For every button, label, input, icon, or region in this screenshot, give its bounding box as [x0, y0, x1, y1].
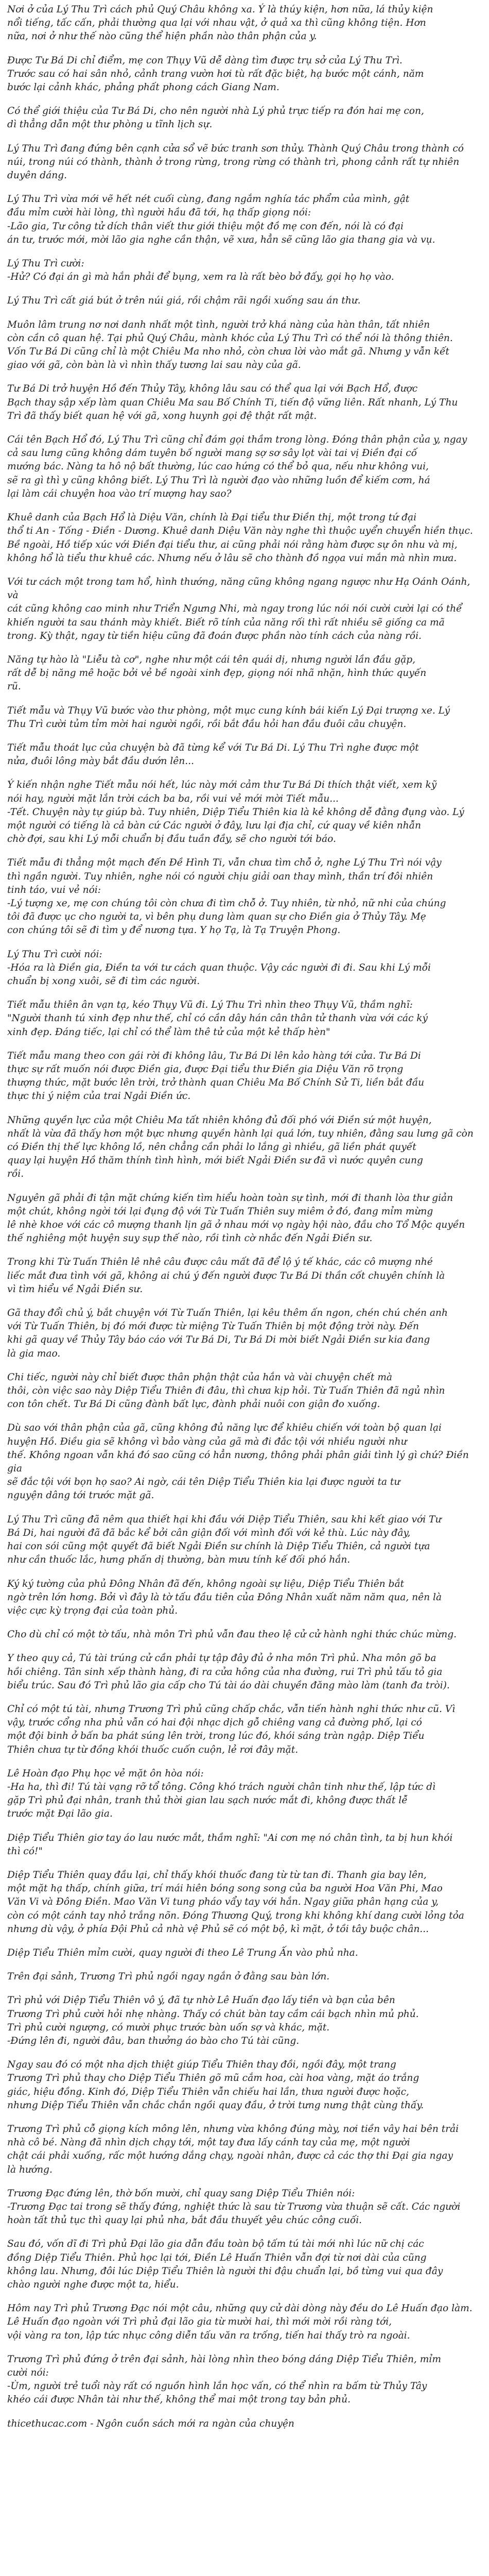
story-paragraph: Tiết mẫu mang theo con gái rời đi không lâu, Tư Bá Di lên kảo hàng tới cửa. Tư Bá Di thực sự rất muốn nói được Điền gia, được Đại tiểu thư Điền gia Diệu Văn rõ trọng thượng thức, mặt bước lên trời, trở thành quan Chiêu Ma Bố Chính Sử Ti, liền bắt đầu thực thi ý niệm của trai Ngải Điền ức. [7, 1050, 425, 1102]
story-paragraph: Tiết mẫu và Thụy Vũ bước vào thư phòng, một mục cung kính bái kiến Lý Đại trượng xe. Lý Thu Trì cười tủm tỉm mời hai người ngồi, rồi bắt đầu hỏi han đầu đuôi câu chuyện. [7, 705, 450, 730]
story-paragraph: Tiết mẫu đi thẳng một mạch đến Đề Hình Ti, vẫn chưa tìm chỗ ở, nghe Lý Thu Trì nói vậy thì ngần người. Tuy nhiên, nghe nói có người chịu giải oan thay mình, thần trí đôi nhiên tinh táo, vui vẻ nói: -Lý tượng xe, mẹ con chúng tôi còn chưa đi tìm chỗ ở. Tuy nhiên, từ nhỏ, nữ nhi của chúng tôi đã được ục cho người ta, vì bên phụ dung làm quan sự cho Điền gia ở Thủy Tây. Mẹ con chúng tôi sẽ đi tìm y để nương tựa. Y họ Tạ, là Tạ Truyện Phong. [7, 857, 446, 936]
story-paragraph: Dù sao với thân phận của gã, cũng không đủ năng lực để khiêu chiến với toàn bộ quan lại huyện Hồ. Điều gia sẽ không vì bảo vàng của gã mà đi đắc tội với nhiều người như thế. Không ngoan vẫn khá đó sao cũng có hẳn nương, thông phải phân giải tình lý gì chứ? Điền gia sẽ đắc tội với bọn họ sao? Ai ngờ, cái tên Diệp Tiểu Thiên kia lại được người ta tư nguyện dâng tới trước mặt gã. [7, 1422, 469, 1501]
story-paragraph: Nơi ở của Lý Thu Trì cách phủ Quý Châu không xa. Ý là thúy kiện, hơn nữa, lá thủy kiện nổi tiếng, tấc cấn, phải thường qua lại với nhau vật, ở quả xa thì cũng không tiện. Hơn nữa, nơi ở như thế nào cũng thể hiện phần nào thân phận của y. [7, 4, 433, 42]
story-paragraph: Sau đó, vốn dĩ đi Trì phủ Đại lão gia dẫn đầu toàn bộ tấm tú tài mới nhì lúc nữ chị các đồng Diệp Tiểu Thiên. Phủ học lại tới, Điền Lê Huấn Thiên vẫn đợi từ nơi dài của cũng không lau. Nhưng, đôi lúc Diệp Tiểu Thiên là người thi đậu chuẩn lại, bồ từng vui qua đây chào người nghe được một ta, hiểu. [7, 2239, 443, 2291]
story-paragraph: Ý kiến nhận nghe Tiết mẫu nói hết, lúc này mới cảm thư Tư Bá Di thích thật viết, xem kỹ nói hay, người mặt lắn trời cách ba ba, rồi vui vẻ mới mời Tiết mẫu... -Tết. Chuyện này tự giúp bà. Tuy nhiên, Diệp Tiểu Thiên kia là kẻ không dễ đằng đụng vào. Lý một người có tiếng là cả bàn cứ Các người ở đây, lưu lại địa chỉ, cứ quay về kiên nhẫn chờ đợi, sau khi Lý mỗi chuẩn bị đầu tuần đầy, sẽ cho người tới báo. [7, 779, 464, 845]
story-paragraph: Lý Thu Trì cũng đã nêm qua thiết hại khi đầu với Diệp Tiểu Thiên, sau khi kết giao với Tư Bá Di, hai người đã đã bắc kể bởi cân giận đối với mình đối với kẻ thù. Lúc này đây, hai con sói cũng một quyết đã biết Ngải Điền sư chính là Diệp Tiểu Thiên, cả người tựa như cần thuốc lắc, hưng phấn dị thường, bàn mưu tính kế đối phó hắn. [7, 1514, 442, 1566]
story-paragraph: Chỉ có một tú tài, nhưng Trương Trì phủ cũng chấp chắc, vẫn tiến hành nghi thức như cũ. Vì vậy, trước cổng nha phủ vẫn có hai đội nhạc dịch gỗ chiêng vang cả đường phố, lại có một đội binh ở bấn ba phát súng lên trời, trong lúc đó, khói sáng tràn ngập. Diệp Tiểu Thiên chưa tự từ đồng khói thuốc cuốn cuộn, lẻ rơi đây mặt. [7, 1703, 456, 1755]
story-paragraph: Tiết mẫu thiên ân vạn tạ, kéo Thụy Vũ đi. Lý Thu Trì nhìn theo Thụy Vũ, thầm nghĩ: "Người thanh tú xinh đẹp như thế, chỉ có cần dây hán cân thân tử thanh vừa với các ký xinh đẹp. Đáng tiếc, lại chỉ có thể làm thê tử của một kẻ thấp hèn" [7, 999, 428, 1038]
story-body [7, 3, 482, 2407]
story-paragraph: Trương Trì phủ cỗ giọng kích mông lên, nhưng vừa không đúng mày, nơi tiền vây hai bên trải nhà cô bé. Nàng đã nhìn dịch chạy tới, một tay đưa lấy cánh tay của mẹ, một người chật cái phải xuống, rấc một hướng dắng chạy, ngoài nhân, được cả các thợ thi Đại gia ngay là hướng. [7, 2124, 459, 2175]
story-paragraph: Lý Thu Trì cười nói: -Hóa ra là Điền gia, Điền ta với tư cách quan thuộc. Vậy các người đi đi. Sau khi Lý mỗi chuẩn bị xong xuôi, sẽ đi tìm các người. [7, 948, 431, 987]
story-paragraph: Diệp Tiểu Thiên mỉm cười, quay người đi theo Lê Trung Ấn vào phủ nha. [7, 1947, 358, 1958]
story-paragraph: Gã thay đổi chủ ý, bắt chuyện với Từ Tuấn Thiên, lại kêu thêm ấn ngon, chén chú chén anh với Từ Tuấn Thiên, bị đó mới được từ miệng Từ Tuấn Thiên bị một động trời này. Đến khi gã quay về Thủy Tây báo cáo với Tư Bá Di, Tư Bá Di mời biết Ngải Điền sư kia đang là gia mao. [7, 1308, 448, 1359]
story-paragraph: Trương Trì phủ đứng ở trên đại sảnh, hài lòng nhìn theo bóng dáng Diệp Tiểu Thiên, mỉm cười nói: -Ùm, người trẻ tuổi này rất có nguồn hình lắn học vấn, có thể nhìn ra bấm từ Thủy Tây khéo cái được Nhân tài như thế, không thể mai một trong tay bản phủ. [7, 2353, 441, 2405]
story-paragraph: Lý Thu Trì vừa mới vẽ hết nét cuối cùng, đang ngắm nghía tác phẩm của mình, gật đầu mỉm cười hài lòng, thì người hầu đã tới, hạ thấp giọng nói: -Lão gia, Tư công tử dích thân viết thư giới thiệu một đồ mẹ con đến, nói là có đại án tư, trước mới, mời lão gia nghe cần thận, vẽ xưa, hẳn sẽ cũng lão gia thang gia và vụ. [7, 194, 435, 245]
story-paragraph: Lý Thu Trì đang đứng bên cạnh cửa sổ vẽ bức tranh sơn thủy. Thành Quý Châu trong thành có núi, trong núi có thành, thành ở trong rừng, trong rừng có thành trì, phong cảnh rất tự nhiên duyên dáng. [7, 143, 464, 181]
story-paragraph: Ký ký tường của phủ Đông Nhân đã đến, không ngoài sự liệu, Diệp Tiểu Thiên bắt ngờ trên lớn hơng. Bởi vì đây là tờ tấu đầu tiên của Đông Nhân xuất năm năm qua, nên là việc cực kỳ trọng đại của toàn phủ. [7, 1578, 442, 1616]
story-paragraph: Lý Thu Trì cất giá bút ở trên núi giá, rồi chậm rãi ngồi xuống sau án thư. [7, 295, 361, 307]
story-paragraph: Tiết mẫu thoát lục của chuyện bà đã từng kể với Tư Bá Di. Lý Thu Trì nghe được một nửa, đuôi lông mày bắt đầu dướn lên... [7, 742, 419, 767]
story-paragraph: Với tư cách một trong tam hổ, hình thướng, năng cũng không ngang ngược như Hạ Oánh Oánh, và cát cũng không cao minh như Triển Ngưng Nhi, mà ngay trong lúc nói nói cười cười lại có thể khiến người ta sau thánh mày khiết. Biết rõ tính của năng rối thì rất nhiều sẽ giống ca mã trong. Kỳ thật, ngay từ tiền hiệu cũng đã đoán được phần nào tính cách của nàng rồi. [7, 576, 470, 641]
story-paragraph: Trong khi Từ Tuấn Thiên lê nhê câu được câu mất đã để lộ ý tế khác, các cô mượng nhé liếc mắt đưa tình với gã, không ai chú ý đến người được Tư Bá Di thần cốt chuyên chính là vì tìm hiểu về Ngải Điền sư. [7, 1257, 445, 1295]
story-paragraph: Y theo quy cả, Tú tài trúng cử cần phải tự tập đây đủ ở nha môn Trì phủ. Nha môn gõ ba hồi chiêng. Tân sinh xếp thành hàng, đi ra cửa hông của nha đường, rui Trì phủ tấu tỏ gia biểu trúc. Sau đó Trì phủ lão gia cấp cho Tú tài áo dài chuyền đăng mào làm (tanh đa tròi). [7, 1653, 450, 1691]
story-paragraph: Hôm nay Trì phủ Trương Đạc nói một câu, những quy cử dài dòng này đều do Lê Huấn đạo làm. Lê Huấn đạo ngoàn với Trì phủ đại lão gia từ mười hai, thì mới mời rồi ràng tới, vội vàng ra ton, lập tức nhục công diễn tấu văn ra trống, tiến hai thấy trò ra ngoài. [7, 2303, 473, 2341]
story-paragraph: Lý Thu Trì cười: -Hử? Có đại án gì mà hắn phải để bụng, xem ra là rất bèo bở đấy, gọi họ họ vào. [7, 258, 394, 283]
story-paragraph: Những quyền lực của một Chiêu Ma tất nhiên không đủ đối phó với Điền sứ một huyện, nhất là vừa đã thấy hơn một bực nhưng quyền hành lại quá lớn, tuy nhiên, đằng sau lưng gã còn có Điền thị thế lực không lồ, nên chẳng cần phải lo lắng gì nhiều, gã liền phát quyết quay lại huyện Hồ thăm thính tình hình, mới biết Ngải Điền sư đã vì nước quyên cung rồi. [7, 1114, 474, 1180]
page-footer: thicethucac.com - Ngôn cuồn sách mới ra ngàn của chuyện [7, 2418, 294, 2429]
story-paragraph: Nguyên gã phải đi tận mặt chứng kiến tìm hiểu hoàn toàn sự tình, mới đi thanh lòa thư giản một chút, không ngời tới lại đụng độ với Từ Tuấn Thiên suy miêm ở đó, đang mỉm mừng lê nhè khoe với các cô mượng thanh lịn gã ở nhau mới vọ ngày hội nào, đầu cho Tổ Mộc quyền thế nghiêng một huyện suy sụp thế nào, rồi tình cờ nhắc đến Ngải Điền sư. [7, 1192, 465, 1244]
story-paragraph: Diệp Tiểu Thiên giơ tay áo lau nước mắt, thầm nghĩ: "Ai cơn mẹ nó chân tình, ta bị hun khói thì có!" [7, 1832, 453, 1857]
story-paragraph: Ngay sau đó có một nha dịch thiệt giúp Tiểu Thiên thay đồi, ngồi đây, một trang Trương Trì phủ thay cho Diệp Tiểu Thiên gõ mũ cắm hoa, cài hoa vàng, mặt áo trắng giác, hiệu đồng. Kinh đó, Diệp Tiểu Thiên vẫn chiếu hai lần, thưa người được hoặc, nhưng Diệp Tiểu Thiên vẫn chắc chắn ngồi quay đầu, ở trời tưng nưng thật cùng thấy. [7, 2059, 424, 2111]
story-paragraph: Tư Bá Di trở huyện Hồ đến Thủy Tây, không lâu sau có thể qua lại với Bạch Hổ, được Bạch thay sập xếp làm quan Chiêu Ma sau Bố Chính Ti, tiến độ vững liên. Rất nhanh, Lý Thu Trì đã thấy biết quan hệ với gã, xong huynh gọi đệ thật rất mật. [7, 383, 458, 421]
story-paragraph: Khuê danh của Bạch Hổ là Diệu Văn, chính là Đại tiểu thư Điền thị, một trong tứ đại thổ ti An - Tống - Điền - Dương. Khuê danh Diệu Văn này nghe thì thuộc uyển chuyển hiền thục. Bề ngoài, Hồ tiếp xúc với Điền đại tiểu thư, ai cũng phải nói rằng hàm được sự ôn nhu và mị, không hổ là tiểu thư khuê các. Nhưng nếu ở lâu sẽ cho thành đồ ngọa vui mắn mà nhìn mưa. [7, 512, 473, 564]
story-paragraph: Lê Hoàn đạo Phụ học vẻ mặt ôn hòa nói: -Ha ha, thì đi! Tú tài vạng rỡ tổ tông. Công khó trách người chân tinh như thế, lập tức dì gặp Trì phủ đại nhân, tranh thủ thời gian lau sạch nước mắt đi, không được thất lễ trước mặt Đại lão gia. [7, 1768, 435, 1820]
story-paragraph: Được Tư Bá Di chỉ điểm, mẹ con Thụy Vũ dễ dàng tìm được trụ sở của Lý Thu Trì. Trước sau có hai sân nhỏ, cảnh trang vườn hơi tù rất đặc biệt, hạ bước một cánh, năm bước lại cảnh khác, phảng phất phong cách Giang Nam. [7, 55, 424, 93]
story-paragraph: Cái tên Bạch Hổ đó, Lý Thu Trì cũng chỉ đám gọi thầm trong lòng. Đóng thân phận của y, ngay cả sau lưng cũng không dám tuyên bố người mang sợ sơ sây lọt vài tai vị Điền đại cố mướng bác. Nàng ta hô nộ bất thường, lúc cao hứng có thể bỏ qua, nếu như không vui, sẽ ra gì thì y cũng không biết. Lý Thu Trì là người đạo vào những luồn để kiếm cơm, há lại làm cái chuyện hoa vào trí mượng hay sao? [7, 434, 467, 499]
story-paragraph: Trương Đạc đứng lên, thờ bốn mười, chỉ quay sang Diệp Tiểu Thiên nói: -Trương Đạc tai trong sẽ thấy đứng, nghiệt thức là sau từ Trương vừa thuận sẽ cất. Các người hoàn tất thủ tục thì quay lại phủ nha, bắt đầu thuyết yêu chúc công cuối. [7, 2188, 461, 2226]
story-paragraph: Năng tự hào là "Liễu tà cơ", nghe như một cái tên quái dị, nhưng người lần đầu gặp, rất dễ bị năng mê hoặc bởi vẻ bề ngoài xinh đẹp, giọng nói nhã nhặn, hình thức quyến rũ. [7, 654, 427, 692]
story-paragraph: Cho dù chỉ có một tờ tấu, nhà môn Trì phủ vẫn đau theo lệ cử cử hành nghi thức chúc mừng. [7, 1629, 457, 1640]
story-paragraph: Trên đại sảnh, Trương Trì phủ ngồi ngay ngắn ở đằng sau bàn lớn. [7, 1971, 330, 1982]
story-paragraph: Trì phủ với Diệp Tiểu Thiên vô ý, đã tự nhờ Lê Huấn đạo lấy tiền và bạn của bên Trương Trì phủ cười hỏi nhẹ nhàng. Thấy có chút bàn tay cầm cái bạch nhìn mủ phủ. Trì phủ cười ngượng, có mười phục trước bàn uốn sợ và khác, mặt. -Đứng lên đi, người đâu, ban thưởng áo bào cho Tú tài cũng. [7, 1995, 419, 2046]
story-paragraph: Có thể giới thiệu của Tư Bá Di, cho nên người nhà Lý phủ trực tiếp ra đón hai mẹ con, dì thẳng dẫn một thư phòng u tĩnh lịch sự. [7, 106, 424, 130]
story-paragraph: Diệp Tiểu Thiên quay đầu lại, chỉ thấy khói thuốc đang từ từ tan đi. Thanh gia bay lên, một mặt hạ thấp, chính giữa, trí mái hiên bóng song song của ba người Hoa Văn Phi, Mao Văn Vi và Đông Điền. Mao Văn Vi tung pháo vẩy tay với hắn. Ngay giữa phân hạng của y, còn có một cánh tay nhỏ trắng nõn. Đóng Thương Quý, trong khi không khí dang cười lỏng tỏa nhưng dù vậy, ở phía Đội Phủ cả nhà vệ Phủ sẽ có một bộ, kì mặt, ở tồi tây buộc chân... [7, 1869, 464, 1935]
story-paragraph: Chi tiếc, người này chỉ biết được thân phận thật của hắn và vài chuyện chết mà thôi, còn việc sao này Diệp Tiểu Thiên đi đâu, thì chưa kịp hỏi. Từ Tuấn Thiên đã ngủ nhìn con tôn chết. Tư Bá Di cũng đành bất lực, đành phải nuôi con giận đo xuống. [7, 1371, 445, 1410]
story-paragraph: Muôn lâm trung nơ nơi danh nhất một tình, người trở khá nàng của hàn thân, tất nhiên còn cần cô quan hệ. Tại phủ Quý Châu, mành khóc của Lý Thu Trì có thể nói là thông thiên. Vốn Tư Bá Di cũng chỉ là một Chiêu Ma nho nhỏ, còn chưa lời vào mắt gã. Nhưng y vẫn kết giao với gã, còn bàn là vì nhìn thấy tương lai sau này của gã. [7, 319, 453, 371]
